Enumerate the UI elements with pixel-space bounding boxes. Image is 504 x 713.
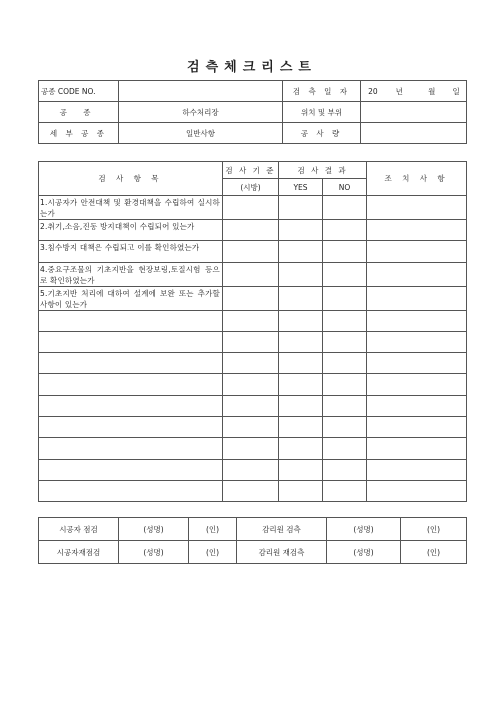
checklist-row (39, 310, 467, 331)
check-no-cell[interactable] (323, 310, 367, 331)
check-no-cell[interactable] (323, 480, 367, 501)
checklist-row (39, 417, 467, 438)
inspection-date-value[interactable] (361, 81, 467, 102)
check-standard-cell[interactable] (223, 241, 279, 262)
check-yes-cell[interactable] (279, 374, 323, 395)
check-standard-cell[interactable] (223, 196, 279, 220)
checklist-row (39, 241, 467, 262)
check-item-text: 4.중요구조물의 기초지반을 현장보링,토질시험 등으로 확인하였는가 (39, 262, 223, 286)
check-no-cell[interactable] (323, 395, 367, 416)
check-item-text (39, 417, 223, 438)
checklist-row (39, 220, 467, 241)
check-no-cell[interactable] (323, 262, 367, 286)
contractor-check-label: 시공자 점검 (39, 518, 119, 541)
info-row-detail (39, 123, 467, 144)
check-standard-cell[interactable] (223, 286, 279, 310)
check-item-text (39, 480, 223, 501)
check-standard-cell[interactable] (223, 459, 279, 480)
detail-type-label: 세 부 공 종 (39, 123, 119, 144)
check-yes-cell[interactable] (279, 353, 323, 374)
year-value: 20 (368, 86, 378, 96)
check-item-text (39, 395, 223, 416)
check-item-text (39, 459, 223, 480)
quantity-value[interactable] (361, 123, 467, 144)
checklist-row (39, 331, 467, 352)
header-yes: YES (279, 179, 323, 196)
header-standard: 검 사 기 준 (223, 162, 279, 179)
code-value[interactable] (119, 81, 283, 102)
check-yes-cell[interactable] (279, 438, 323, 459)
check-item-text: 2.취기,소음,진동 방지대책이 수립되어 있는가 (39, 220, 223, 241)
supervisor-check-seal[interactable]: (인) (401, 518, 467, 541)
check-no-cell[interactable] (323, 286, 367, 310)
detail-type-value[interactable]: 일반사항 (119, 123, 283, 144)
supervisor-recheck-label: 감리원 재검측 (237, 541, 327, 564)
day-unit: 일 (452, 86, 460, 96)
check-yes-cell[interactable] (279, 480, 323, 501)
check-action-cell[interactable] (367, 220, 467, 241)
check-action-cell[interactable] (367, 353, 467, 374)
check-no-cell[interactable] (323, 459, 367, 480)
work-type-value[interactable]: 하수처리장 (119, 102, 283, 123)
contractor-check-name[interactable]: (성명) (119, 518, 189, 541)
check-action-cell[interactable] (367, 262, 467, 286)
check-item-text: 1.시공자가 안전대책 및 환경대책을 수립하여 실시하는가 (39, 196, 223, 220)
location-label: 위치 및 부위 (283, 102, 361, 123)
code-label: 공종 CODE NO. (39, 81, 119, 102)
header-standard-sub: (시방) (223, 179, 279, 196)
signature-table (38, 517, 467, 564)
check-standard-cell[interactable] (223, 331, 279, 352)
checklist-row (39, 374, 467, 395)
check-standard-cell[interactable] (223, 374, 279, 395)
check-yes-cell[interactable] (279, 395, 323, 416)
check-standard-cell[interactable] (223, 395, 279, 416)
check-action-cell[interactable] (367, 196, 467, 220)
checklist-row (39, 353, 467, 374)
check-action-cell[interactable] (367, 310, 467, 331)
supervisor-check-name[interactable]: (성명) (327, 518, 401, 541)
contractor-recheck-seal[interactable]: (인) (189, 541, 237, 564)
header-result: 검 사 결 과 (279, 162, 367, 179)
check-no-cell[interactable] (323, 331, 367, 352)
inspection-date-label: 검 측 일 자 (283, 81, 361, 102)
info-row-code (39, 81, 467, 102)
quantity-label: 공 사 량 (283, 123, 361, 144)
check-item-text (39, 331, 223, 352)
checklist-header-row (39, 162, 467, 179)
check-yes-cell[interactable] (279, 331, 323, 352)
checklist-row (39, 459, 467, 480)
contractor-check-seal[interactable]: (인) (189, 518, 237, 541)
check-action-cell[interactable] (367, 374, 467, 395)
page-title: 검측체크리스트 (187, 60, 317, 75)
check-standard-cell[interactable] (223, 353, 279, 374)
contractor-recheck-name[interactable]: (성명) (119, 541, 189, 564)
check-item-text (39, 353, 223, 374)
header-item: 검 사 항 목 (39, 162, 223, 196)
check-action-cell[interactable] (367, 395, 467, 416)
check-no-cell[interactable] (323, 374, 367, 395)
header-action: 조 치 사 항 (367, 162, 467, 196)
check-item-text (39, 310, 223, 331)
check-no-cell[interactable] (323, 417, 367, 438)
check-action-cell[interactable] (367, 331, 467, 352)
checklist-row (39, 196, 467, 220)
checklist-row (39, 438, 467, 459)
check-action-cell[interactable] (367, 438, 467, 459)
supervisor-recheck-seal[interactable]: (인) (401, 541, 467, 564)
check-yes-cell[interactable] (279, 286, 323, 310)
check-item-text (39, 374, 223, 395)
check-standard-cell[interactable] (223, 417, 279, 438)
check-no-cell[interactable] (323, 353, 367, 374)
check-yes-cell[interactable] (279, 459, 323, 480)
checklist-row (39, 395, 467, 416)
checklist-row (39, 480, 467, 501)
check-yes-cell[interactable] (279, 417, 323, 438)
supervisor-check-label: 감리원 검측 (237, 518, 327, 541)
check-yes-cell[interactable] (279, 196, 323, 220)
check-yes-cell[interactable] (279, 310, 323, 331)
month-unit: 월 (428, 86, 436, 96)
supervisor-recheck-name[interactable]: (성명) (327, 541, 401, 564)
check-standard-cell[interactable] (223, 310, 279, 331)
check-standard-cell[interactable] (223, 262, 279, 286)
check-standard-cell[interactable] (223, 480, 279, 501)
year-unit: 년 (395, 86, 403, 96)
header-no: NO (323, 179, 367, 196)
info-table (38, 80, 467, 144)
check-action-cell[interactable] (367, 459, 467, 480)
check-yes-cell[interactable] (279, 220, 323, 241)
contractor-recheck-label: 시공자재점검 (39, 541, 119, 564)
check-no-cell[interactable] (323, 196, 367, 220)
check-no-cell[interactable] (323, 241, 367, 262)
check-item-text (39, 438, 223, 459)
check-action-cell[interactable] (367, 286, 467, 310)
check-action-cell[interactable] (367, 480, 467, 501)
checklist-row (39, 262, 467, 286)
check-no-cell[interactable] (323, 220, 367, 241)
check-standard-cell[interactable] (223, 438, 279, 459)
checklist-table (38, 161, 467, 502)
check-yes-cell[interactable] (279, 262, 323, 286)
check-action-cell[interactable] (367, 417, 467, 438)
work-type-label: 공 종 (39, 102, 119, 123)
signature-row-2 (39, 541, 467, 564)
check-no-cell[interactable] (323, 438, 367, 459)
location-value[interactable] (361, 102, 467, 123)
check-standard-cell[interactable] (223, 220, 279, 241)
check-yes-cell[interactable] (279, 241, 323, 262)
check-item-text: 3.침수방지 대책은 수립되고 이를 확인하였는가 (39, 241, 223, 262)
info-row-work-type (39, 102, 467, 123)
check-item-text: 5.기초지반 처리에 대하여 설계에 보완 또는 추가할 사항이 있는가 (39, 286, 223, 310)
checklist-row (39, 286, 467, 310)
check-action-cell[interactable] (367, 241, 467, 262)
signature-row-1 (39, 518, 467, 541)
